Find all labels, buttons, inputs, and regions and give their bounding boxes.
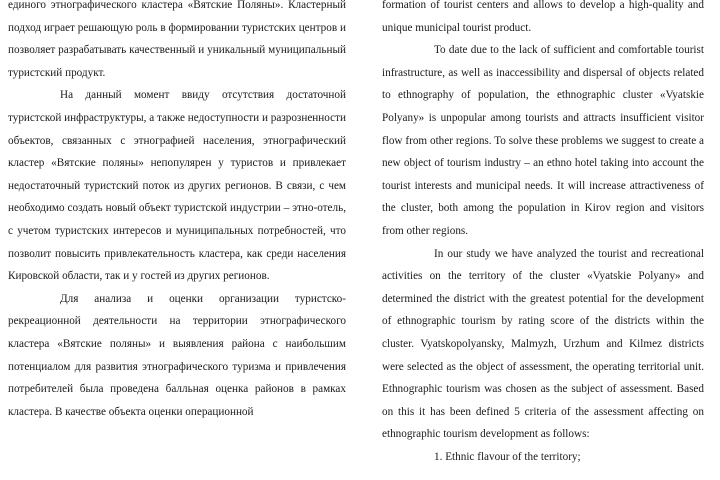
ru-paragraph-2: На данный момент ввиду отсутствия достаточной туристской инфраструктуры, а также недоступности и разрозненности объектов, связанных с этнографией населения, этнографический кластер «Вятские поляны» непопулярен у туристов и привлекает недостаточный туристский поток из других регионов. В связи, с чем необходимо создать новый объект туристской индустрии – этно-отель, с учетом туристских интересов и муниципальных потребностей, что позволит повысить привлекательность кластера, как среди населения Кировской области, так и у гостей из других регионов.: [8, 89, 346, 283]
en-paragraph-1: formation of tourist centers and allows to develop a high-quality and unique municipal tourist product.: [382, 0, 704, 34]
ru-paragraph-1: единого этнографического кластера «Вятские Поляны». Кластерный подход играет решающую роль в формировании туристских центров и позволяет разрабатывать качественный и уникальный муниципальный туристский продукт.: [8, 0, 346, 79]
en-paragraph-4: 1. Ethnic flavour of the territory;: [434, 450, 581, 463]
en-paragraph-2: To date due to the lack of sufficient and comfortable tourist infrastructure, as well as inaccessibility and dispersal of objects related to ethnography of population, the ethnographic cluster «Vyatskie Polyany» is unpopular among tourists and attracts insufficient visitor flow from other regions. To solve these problems we suggest to create a new object of tourism industry – an ethno hotel taking into account the tourist interests and municipal needs. It will increase attractiveness of the cluster, both among the population in Kirov region and visitors from other regions.: [382, 44, 704, 237]
ru-paragraph-3: Для анализа и оценки организации туристско-рекреационной деятельности на территории этнографического кластера «Вятские поляны» и выявления района с наибольшим потенциалом для развития этнографического туризма и привлечения потребителей была проведена балльная оценка районов в рамках кластера. В качестве объекта оценки операционной: [8, 292, 346, 418]
russian-text-column: [8, 0, 346, 423]
en-paragraph-3: In our study we have analyzed the tourist and recreational activities on the territory of the cluster «Vyatskie Polyany» and determined the district with the greatest potential for the development of ethnographic tourism by rating score of the districts within the cluster. Vyatskopolyansky, Malmyzh, Urzhum and Kilmez districts were selected as the object of assessment, the operating territorial unit. Ethnographic tourism was chosen as the subject of assessment. Based on this it has been defined 5 criteria of the assessment affecting on ethnographic tourism development as follows:: [382, 247, 704, 441]
english-text-column: [382, 0, 704, 468]
column-gutter: [356, 0, 374, 480]
